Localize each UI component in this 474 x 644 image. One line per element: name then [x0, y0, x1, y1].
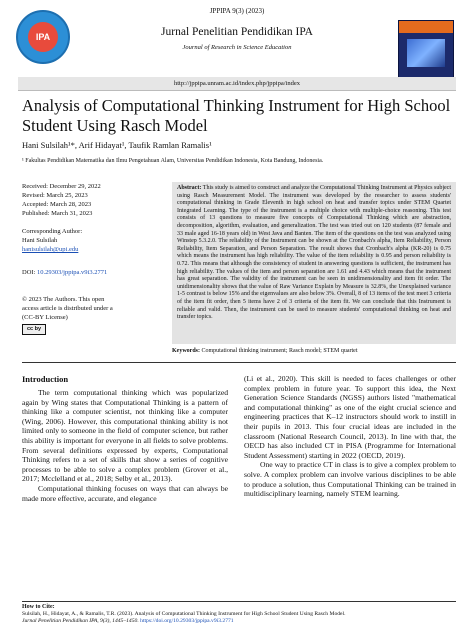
published-date: Published: March 31, 2023 [22, 210, 93, 217]
body-column-left [22, 388, 228, 503]
journal-cover-image [398, 20, 454, 78]
divider [22, 362, 456, 363]
issue-label: JPPIPA 9(3) (2023) [209, 7, 265, 15]
body-column-right [244, 374, 456, 499]
doi-label: DOI: [22, 269, 37, 276]
how-to-cite-heading: How to Cite: [22, 604, 55, 610]
keywords-text: Computational thinking instrument; Rasch model; STEM quartet [201, 348, 358, 354]
revised-date: Revised: March 25, 2023 [22, 192, 88, 199]
accepted-date: Accepted: March 28, 2023 [22, 201, 92, 208]
article-info-sidebar [22, 182, 122, 335]
corresponding-label: Corresponding Author: [22, 228, 83, 235]
intro-paragraph-1: The term computational thinking which was popularized again by Wing states that Computational Thinking is a pattern of thinking like a computer scientist, not thinking like a computer (Wing, 2006). However, this computational thinking ability is not limited only to someone in the field of computer science, but rather this ability is important for everyone in all fields to solve problems. From several definitions expressed by experts, Computational Thinking refers to a set of skills that show a series of cognitive processes to be able to solve a complex problem (Grover et al., 2017; Mcclelland et al., 2018; Selby et al., 2013). [22, 388, 228, 484]
journal-subtitle: Journal of Research in Science Education [182, 44, 292, 51]
cc-by-icon: cc by [22, 324, 46, 335]
abstract-label: Abstract: [177, 185, 202, 191]
corresponding-name: Hani Sulsilah [22, 237, 58, 244]
article-title: Analysis of Computational Thinking Instrument for High School Student Using Rasch Model [22, 96, 451, 135]
introduction-heading: Introduction [22, 374, 69, 384]
article-authors: Hani Sulsilah¹*, Arif Hidayat¹, Taufik Ramlan Ramalis¹ [22, 140, 212, 150]
keywords-label: Keywords: [172, 348, 200, 354]
citation-doi-link[interactable]: https://doi.org/10.29303/jppipa.v9i3.2771 [140, 618, 234, 624]
divider [22, 601, 456, 602]
keywords-line [172, 348, 456, 354]
journal-url[interactable]: http://jppipa.unram.ac.id/index.php/jppipa/index [18, 77, 456, 91]
corresponding-email-link[interactable]: hanisulsilah@upi.edu [22, 246, 79, 253]
received-date: Received: December 29, 2022 [22, 183, 101, 190]
abstract-box [172, 182, 456, 344]
intro-paragraph-2: Computational thinking focuses on ways that can always be made more effective, accurate, and elegance [22, 483, 228, 503]
abstract-text: This study is aimed to construct and analyze the Computational Thinking Instrument at Physics subject using Rasch Measurement Model. The instrument was developed by the researcher to assess students' computational thinking in Grade Eleventh in high school on heat and transfer topics under STEM Quartet Integrated Learning. The type of the instrument is a multiple choice with multiple-choice reasoning. This test consists of 13 questions to measure five concepts of Computational Thinking which are abstraction, decomposition, algorithm, evaluation, and generalization. The test was tried out on 120 students (87 female and 33 male aged 16-18 years old) in West Java and Banten. The item of the questions on the test was analyzed using Winstep 5.3.2.0. The reliability of the Instrument can be shown at the Cronbach's alpha, Item Reliability, Person Reliability, Item Separation, and Person Separation. The result shows that Cronbach's alpha (KR-20) is 0.75 which means the instrument has high reliability. The value of the item reliability is 0.95 and person reliability is 0.72. This means that although the consistency of student in answering questions is sufficient, the instrument has high reliability. The values of the item and person separation are 1.61 and 4.43 which means that the instrument has great separation. The validity of the instrument can be seen in unidimensionality and item fit order. The unidimensionality shows that the value of Raw Variance Explain by Measure is 32.8%, the Unexplained variance 1-5 contrast is below 15% and the eigenvalues are also below 3%. Overall, 8 of 13 items of the test meet 3 criteria of the item fit order, then 5 items have 2 of 3 criteria of the item fit. We can conclude that this Instrument is reliable and valid. Then, the instrument can be used to measure students' computational thinking on heat and transfer topics. [177, 185, 451, 321]
journal-logo: IPA [16, 10, 70, 64]
copyright-notice: © 2023 The Authors. This open access article is distributed under a (CC-BY License) [22, 296, 113, 321]
citation-journal: Jurnal Penelitian Pendidikan IPA, 9(3), 1445–1450. [22, 618, 139, 624]
journal-name: Jurnal Penelitian Pendidikan IPA [161, 26, 313, 38]
how-to-cite-text [22, 611, 456, 625]
doi-link[interactable]: 10.29303/jppipa.v9i3.2771 [36, 269, 108, 276]
doi-line [22, 268, 122, 277]
cc-license-badge[interactable] [22, 324, 122, 335]
intro-paragraph-3: (Li et al., 2020). This skill is needed to faces challenges or other complex problem in future year. To support this idea, the Next Generation Science Standards (NGSS) authors listed "mathematical and computational thinking" as one of the eight crucial science and engineering practices that K–12 instructors should work to instill in their pupils in 2013. This four crucial ideas are included in the classroom (National Research Council, 2013). In line with that, the OECD has also included CT in PISA (Programme for International Student Assessment) starting in 2022 (OECD, 2019). [244, 374, 456, 460]
author-affiliation: ¹ Fakultas Pendidikan Matematika dan Ilmu Pengetahuan Alam, Universitas Pendidikan Indonesia, Kota Bandung, Indonesia. [22, 158, 324, 164]
intro-paragraph-4: One way to practice CT in class is to give a complex problem to solve. A complex problem can involve various disciplines to be able to produce a solution, thus Computational Thinking can be trained in multidisciplinary learning, namely STEM learning. [244, 460, 456, 499]
citation-reference: Sulsilah, H., Hidayat, A., & Ramalis, T.R. (2023). Analysis of Computational Thinking Instrument for High School Student Using Rasch Model. [22, 611, 346, 617]
